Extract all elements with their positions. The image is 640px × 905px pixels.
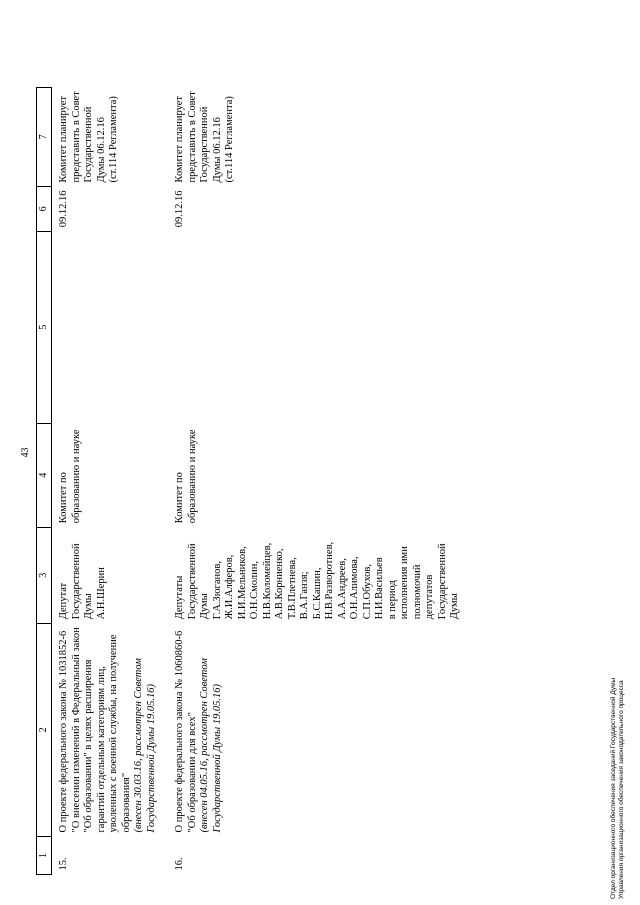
plan-line: Комитет планирует [58, 96, 69, 183]
committee-line: образованию и науке [70, 429, 82, 524]
plan-line: Комитет планирует [174, 96, 185, 183]
author-line: И.И.Мельников, [236, 546, 248, 620]
bill-title-line: гарантий отдельным категориям лиц, [95, 666, 107, 833]
date-cell [168, 187, 472, 232]
column-number: 6 [37, 187, 52, 232]
author-line: Г.А.Зюганов, [211, 561, 223, 620]
plan-line: Думы 06.12.16 [95, 117, 107, 183]
author-line: депутатов [424, 574, 435, 620]
plan-line: Думы 06.12.16 [211, 117, 223, 183]
author-line: Н.В.Разворотнев, [324, 541, 335, 620]
plan-line: (ст.114 Регламента) [224, 96, 235, 183]
bill-title-line: "О внесении изменений в Федеральный закон [70, 627, 82, 833]
column-number: 5 [37, 231, 52, 423]
footer [610, 678, 626, 899]
plan-line: (ст.114 Регламента) [108, 96, 119, 183]
author-line: Н.В.Коломейцев, [261, 542, 273, 620]
date-value: 09.12.16 [58, 190, 69, 228]
bill-title-cell [168, 623, 472, 836]
plan-cell [52, 87, 169, 186]
bill-title-line: О проекте федерального закона № 1031852-6 [58, 630, 69, 833]
row-number-cell [52, 837, 169, 875]
page-number: 43 [20, 447, 31, 458]
author-line: Думы [199, 593, 210, 620]
author-line: О.Н.Смолин, [249, 561, 260, 620]
author-line: Государственной [186, 543, 198, 620]
bills-table [36, 87, 472, 875]
committee-cell [168, 423, 472, 527]
bill-title-cell [52, 623, 169, 836]
committee-line: образованию и науке [186, 429, 198, 524]
committee-cell [52, 423, 169, 527]
plan-line: Государственной [199, 106, 210, 183]
column-number: 2 [37, 623, 52, 836]
author-line: А.Н.Шерин [95, 567, 107, 620]
bill-title-line: образования" [120, 772, 132, 833]
footer-line: Управления организационного обеспечения законодательного процесса [618, 680, 625, 899]
row-number-cell [168, 837, 472, 875]
author-line: Думы [449, 593, 460, 620]
author-line: Н.И.Васильев [374, 557, 385, 620]
author-line: Государственной [436, 543, 448, 620]
author-line: Т.В.Плетнева, [286, 557, 298, 620]
row-number: 16. [174, 857, 185, 871]
date-value: 09.12.16 [174, 190, 185, 228]
author-line: А.А.Андреев, [336, 558, 348, 620]
author-line: Думы [83, 593, 94, 620]
bill-note-line: (внесен 04.05.16, рассмотрен Советом [199, 658, 210, 833]
author-cell [168, 527, 472, 623]
bill-title-line: уволенных с военной службы, на получение [108, 634, 119, 833]
author-line: Б.С.Кашин, [311, 567, 323, 620]
author-line: Депутаты [174, 575, 185, 620]
plan-cell [168, 87, 472, 186]
column-5-cell [168, 231, 472, 423]
author-line: В.А.Ганзя; [299, 571, 310, 620]
bill-title-line: О проекте федерального закона № 1060860-6 [174, 630, 185, 833]
author-line: полномочий [411, 564, 423, 620]
author-line: О.Н.Алимова, [349, 556, 360, 620]
bill-note-line: (внесен 30.03.16, рассмотрен Советом [133, 658, 144, 833]
table-body [52, 87, 472, 874]
plan-line: представить в Совет [70, 91, 82, 183]
author-line: Ж.И.Алферов, [224, 554, 235, 620]
column-number: 3 [37, 527, 52, 623]
bill-title-line: "Об образовании" в целях расширения [83, 659, 94, 833]
bill-note-line: Государственной Думы 19.05.16) [211, 684, 223, 833]
footer-line: Отдел организационного обеспечения заседаний Государственной Думы [610, 677, 617, 899]
author-line: А.В.Корниенко, [274, 548, 285, 620]
bill-title-line: "Об образовании для всех" [186, 712, 198, 833]
author-line: исполнения ими [399, 546, 410, 620]
column-number: 4 [37, 423, 52, 527]
column-number-row [37, 87, 52, 874]
author-cell [52, 527, 169, 623]
column-number: 7 [37, 87, 52, 186]
committee-line: Комитет по [58, 472, 69, 524]
author-line: Государственной [70, 543, 82, 620]
row-number: 15. [58, 857, 69, 871]
plan-line: представить в Совет [186, 91, 198, 183]
column-number: 1 [37, 837, 52, 875]
author-line: С.П.Обухов, [361, 563, 373, 620]
date-cell [52, 187, 169, 232]
column-5-cell [52, 231, 169, 423]
table-row [168, 87, 472, 874]
table-row [52, 87, 169, 874]
committee-line: Комитет по [174, 472, 185, 524]
bill-note-line: Государственной Думы 19.05.16) [145, 684, 157, 833]
plan-line: Государственной [83, 106, 94, 183]
author-line: в период [386, 580, 398, 620]
author-line: Депутат [58, 582, 69, 620]
